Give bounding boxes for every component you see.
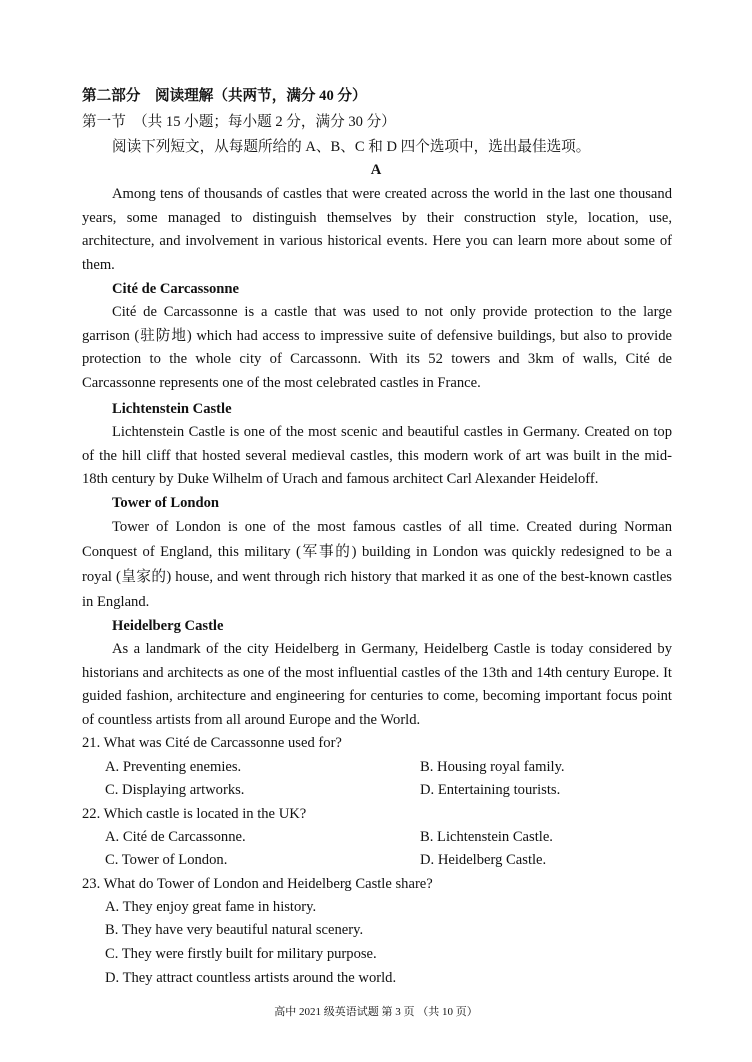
option-d: D. They attract countless artists around the world. [105, 970, 397, 986]
option-c: C. Tower of London. [105, 852, 228, 868]
option-b: B. Lichtenstein Castle. [420, 829, 553, 845]
castle-paragraph: As a landmark of the city Heidelberg in Germany, Heidelberg Castle is today considered by historians and architects as one of the most influential castles of the 13th and 14th century Europe. It guided fashion, architecture and engineering for centuries to come, becoming important focus point of countless artists from all around Europe and the World. [82, 641, 672, 728]
question-stem: 23. What do Tower of London and Heidelberg Castle share? [82, 876, 433, 892]
option-c: C. They were firstly built for military purpose. [105, 946, 377, 962]
passage-label: A [370, 162, 382, 178]
page-footer: 高中 2021 级英语试题 第 3 页 （共 10 页） [274, 1006, 478, 1018]
option-c: C. Displaying artworks. [105, 782, 245, 798]
castle-heading: Tower of London [112, 495, 220, 511]
castle-heading: Heidelberg Castle [112, 618, 224, 634]
option-a: A. Preventing enemies. [105, 759, 242, 775]
option-d: D. Entertaining tourists. [420, 782, 561, 798]
option-b: B. Housing royal family. [420, 759, 565, 775]
castle-heading: Cité de Carcassonne [112, 281, 240, 297]
question-stem: 22. Which castle is located in the UK? [82, 806, 307, 822]
castle-paragraph: Cité de Carcassonne is a castle that was used to not only provide protection to the large garrison (驻防地) which had access to impressive suite of defensive buildings, but also to provide protection to the whole city of Carcassonn. With its 52 towers and 3km of walls, Cité de Carcassonne represents one of the most celebrated castles in France. [82, 304, 672, 391]
question-stem: 21. What was Cité de Carcassonne used for? [82, 735, 342, 751]
castle-paragraph: Lichtenstein Castle is one of the most scenic and beautiful castles in Germany. Created on top of the hill cliff that hosted several medieval castles, this modern work of art was built in the mid-18th century by Duke Wilhelm of Urach and famous architect Carl Alexander Heideloff. [82, 424, 672, 487]
option-b: B. They have very beautiful natural scenery. [105, 922, 364, 938]
section-title: 第二部分 阅读理解（共两节，满分 40 分） [82, 88, 367, 104]
option-d: D. Heidelberg Castle. [420, 852, 547, 868]
instruction: 阅读下列短文，从每题所给的 A、B、C 和 D 四个选项中，选出最佳选项。 [112, 139, 591, 155]
option-a: A. They enjoy great fame in history. [105, 899, 317, 915]
castle-paragraph: Tower of London is one of the most famous castles of all time. Created during Norman Conquest of England, this military (军事的) building in London was quickly redesigned to be a royal (皇家的) house, and went through rich history that marked it as one of the best-known castles in England. [82, 519, 672, 610]
section-subtitle: 第一节 （共 15 小题；每小题 2 分，满分 30 分） [82, 114, 396, 130]
castle-heading: Lichtenstein Castle [112, 401, 232, 417]
option-a: A. Cité de Carcassonne. [105, 829, 246, 845]
passage-intro: Among tens of thousands of castles that were created across the world in the last one thousand years, some managed to distinguish themselves by their construction style, location, use, architecture, and involvement in various historical events. Here you can learn more about some of them. [82, 186, 672, 273]
